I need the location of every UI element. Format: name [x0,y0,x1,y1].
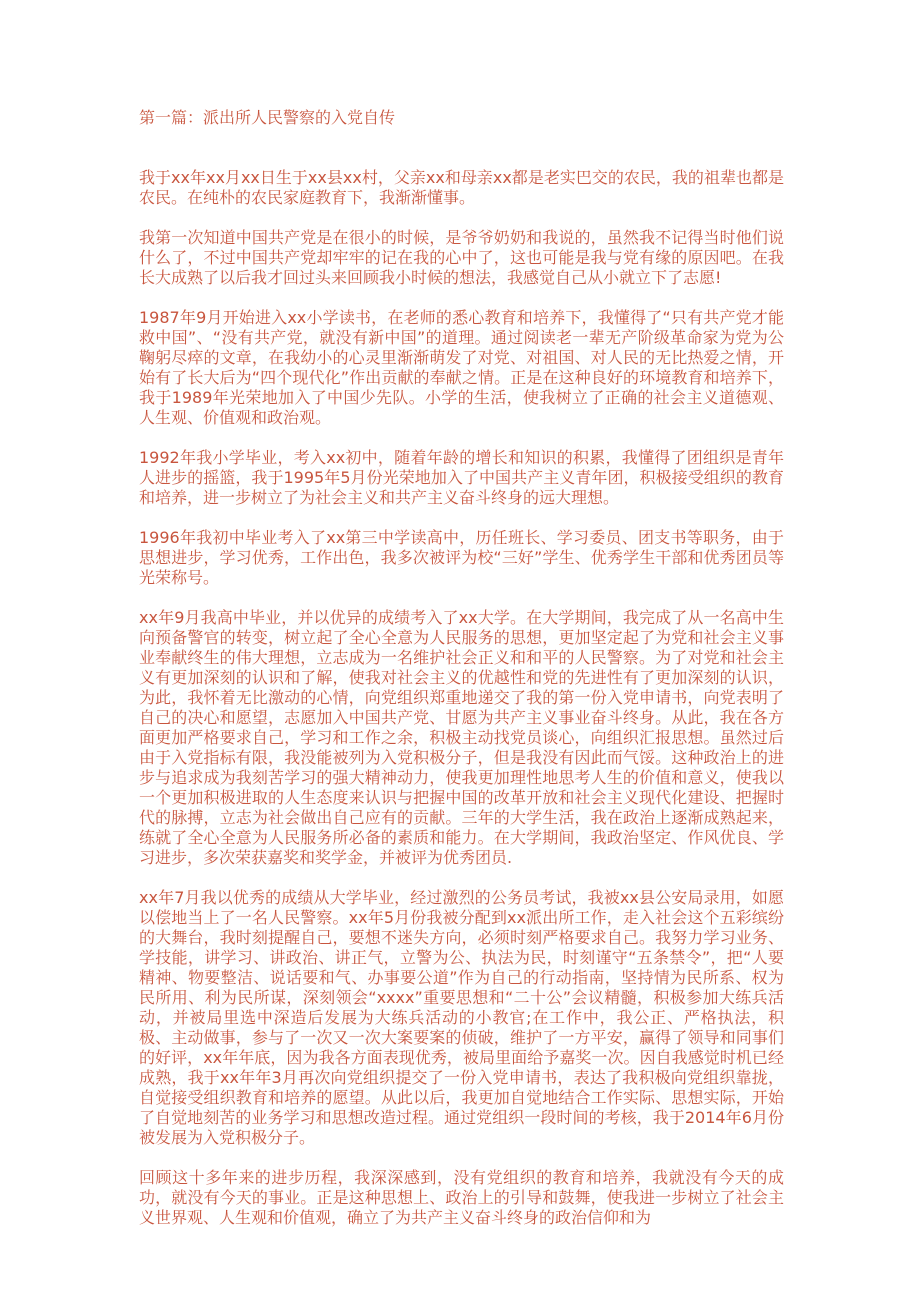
paragraph: 1992年我小学毕业，考入xx初中，随着年龄的增长和知识的积累，我懂得了团组织是青年人进步的摇篮，我于1995年5月份光荣地加入了中国共产主义青年团，积极接受组织的教育和培养，进一步树立了为社会主义和共产主义奋斗终身的远大理想。 [139,448,784,507]
paragraph: 我第一次知道中国共产党是在很小的时候，是爷爷奶奶和我说的，虽然我不记得当时他们说什么了，不过中国共产党却牢牢的记在我的心中了，这也可能是我与党有缘的原因吧。在我长大成熟了以后我才回过头来回顾我小时候的想法，我感觉自己从小就立下了志愿! [139,228,784,287]
paragraph: 1996年我初中毕业考入了xx第三中学读高中，历任班长、学习委员、团支书等职务，由于思想进步，学习优秀，工作出色，我多次被评为校“三好”学生、优秀学生干部和优秀团员等光荣称号。 [139,528,784,587]
document-content [139,108,784,1228]
paragraph: xx年7月我以优秀的成绩从大学毕业，经过激烈的公务员考试，我被xx县公安局录用，如愿以偿地当上了一名人民警察。xx年5月份我被分配到xx派出所工作，走入社会这个五彩缤纷的大舞台，我时刻提醒自己，要想不迷失方向，必须时刻严格要求自己。我努力学习业务、学技能，讲学习、讲政治、讲正气，立警为公、执法为民，时刻谨守“五条禁令”，把“人要精神、物要整洁、说话要和气、办事要公道”作为自己的行动指南，坚持情为民所系、权为民所用、利为民所谋，深刻领会“xxxx”重要思想和“二十公”会议精髓，积极参加大练兵活动，并被局里选中深造后发展为大练兵活动的小教官;在工作中，我公正、严格执法，积极、主动做事，参与了一次又一次大案要案的侦破，维护了一方平安，赢得了领导和同事们的好评，xx年年底，因为我各方面表现优秀，被局里面给予嘉奖一次。因自我感觉时机已经成熟，我于xx年年3月再次向党组织提交了一份入党申请书，表达了我积极向党组织靠拢，自觉接受组织教育和培养的愿望。从此以后，我更加自觉地结合工作实际、思想实际，开始了自觉地刻苦的业务学习和思想改造过程。通过党组织一段时间的考核，我于2014年6月份被发展为入党积极分子。 [139,888,784,1147]
paragraph: 1987年9月开始进入xx小学读书，在老师的悉心教育和培养下，我懂得了“只有共产党才能救中国”、“没有共产党，就没有新中国”的道理。通过阅读老一辈无产阶级革命家为党为公鞠躬尽瘁的文章，在我幼小的心灵里渐渐萌发了对党、对祖国、对人民的无比热爱之情，开始有了长大后为“四个现代化”作出贡献的奉献之情。正是在这种良好的环境教育和培养下，我于1989年光荣地加入了中国少先队。小学的生活，使我树立了正确的社会主义道德观、人生观、价值观和政治观。 [139,308,784,427]
paragraph: 我于xx年xx月xx日生于xx县xx村，父亲xx和母亲xx都是老实巴交的农民，我的祖辈也都是农民。在纯朴的农民家庭教育下，我渐渐懂事。 [139,168,784,207]
document-title: 第一篇：派出所人民警察的入党自传 [139,108,396,127]
paragraph: 回顾这十多年来的进步历程，我深深感到，没有党组织的教育和培养，我就没有今天的成功，就没有今天的事业。正是这种思想上、政治上的引导和鼓舞，使我进一步树立了社会主义世界观、人生观和价值观，确立了为共产主义奋斗终身的政治信仰和为 [139,1168,784,1227]
paragraph: xx年9月我高中毕业，并以优异的成绩考入了xx大学。在大学期间，我完成了从一名高中生向预备警官的转变，树立起了全心全意为人民服务的思想，更加坚定起了为党和社会主义事业奉献终生的伟大理想，立志成为一名维护社会正义和和平的人民警察。为了对党和社会主义有更加深刻的认识和了解，使我对社会主义的优越性和党的先进性有了更加深刻的认识，为此，我怀着无比激动的心情，向党组织郑重地递交了我的第一份入党申请书，向党表明了自己的决心和愿望，志愿加入中国共产党、甘愿为共产主义事业奋斗终身。从此，我在各方面更加严格要求自己，学习和工作之余，积极主动找党员谈心，向组织汇报思想。虽然过后由于入党指标有限，我没能被列为入党积极分子，但是我没有因此而气馁。这种政治上的进步与追求成为我刻苦学习的强大精神动力，使我更加理性地思考人生的价值和意义，使我以一个更加积极进取的人生态度来认识与把握中国的改革开放和社会主义现代化建设、把握时代的脉搏，立志为社会做出自己应有的贡献。三年的大学生活，我在政治上逐渐成熟起来，练就了全心全意为人民服务所必备的素质和能力。在大学期间，我政治坚定、作风优良、学习进步，多次荣获嘉奖和奖学金，并被评为优秀团员. [139,608,784,867]
